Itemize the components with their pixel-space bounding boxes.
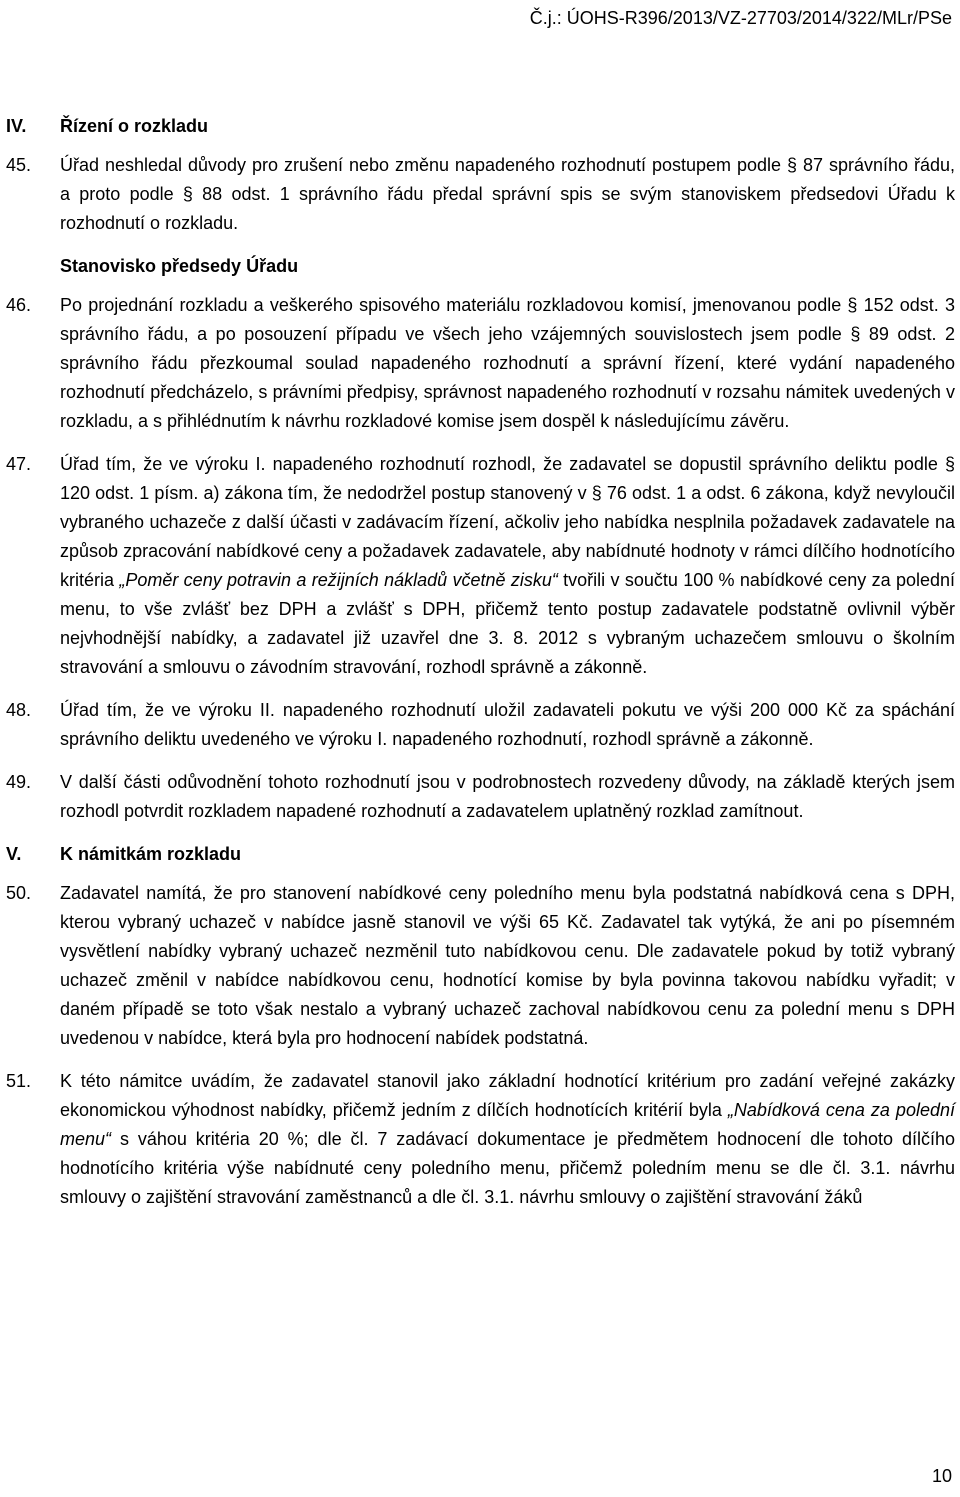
paragraph-text-part: tvořili v součtu 100 % nabídkové ceny za polední menu, to vše zvlášť bez DPH a zvlášť s DPH, přičemž tento postup zadavatele podstatně ovlivnil výběr nejvhodnější nabídky, a zadavatel již uzavřel dne 3. 8. 2012 s vybraným uchazečem smlouvu o školním stravování a smlouvu o závodním stravování, rozhodl správně a zákonně. (60, 570, 956, 677)
paragraph-number: 47. (6, 454, 32, 474)
paragraph-text (60, 1067, 957, 1212)
paragraph-45 (0, 151, 960, 238)
paragraph-text-part: s váhou kritéria 20 %; dle čl. 7 zadávací dokumentace je předmětem hodnocení dle tohoto dílčího hodnotícího kritéria výše nabídnuté ceny poledního menu, přičemž poledním menu se dle čl. 3.1. návrhu smlouvy o zajištění stravování zaměstnanců a dle čl. 3.1. návrhu smlouvy o zajištění stravování žáků (60, 1129, 955, 1207)
paragraph-text (60, 450, 957, 682)
paragraph-text: Po projednání rozkladu a veškerého spisového materiálu rozkladovou komisí, jmenovanou podle § 152 odst. 3 správního řádu, a po posouzení případu ve všech jeho vzájemných souvislostech jsem podle § 89 odst. 2 správního řádu přezkoumal soulad napadeného rozhodnutí a správní řízení, které vydání napadeného rozhodnutí předcházelo, s právními předpisy, správnost napadeného rozhodnutí v rozsahu námitek uvedených v rozkladu, a s přihlédnutím k návrhu rozkladové komise jsem dospěl k následujícímu závěru. (60, 295, 955, 431)
paragraph-number: 46. (6, 295, 32, 315)
paragraph-50 (0, 879, 960, 1053)
section-number: IV. (6, 116, 27, 136)
paragraph-48 (0, 696, 960, 754)
paragraph-number: 45. (6, 155, 32, 175)
paragraph-text: Úřad neshledal důvody pro zrušení nebo změnu napadeného rozhodnutí postupem podle § 87 správního řádu, a proto podle § 88 odst. 1 správního řádu předal správní spis se svým stanoviskem předsedovi Úřadu k rozhodnutí o rozkladu. (60, 155, 955, 233)
paragraph-text: V další části odůvodnění tohoto rozhodnutí jsou v podrobnostech rozvedeny důvody, na základě kterých jsem rozhodl potvrdit rozkladem napadené rozhodnutí a zadavatelem uplatněný rozklad zamítnout. (60, 772, 955, 821)
page-number: 10 (931, 1466, 952, 1486)
paragraph-number: 48. (6, 700, 32, 720)
subheading-chairman-position: Stanovisko předsedy Úřadu (60, 256, 299, 276)
paragraph-text: Úřad tím, že ve výroku II. napadeného rozhodnutí uložil zadavateli pokutu ve výši 200 000 Kč za spáchání správního deliktu uvedeného ve výroku I. napadeného rozhodnutí, rozhodl správně a zákonně. (60, 700, 955, 749)
criterion-name: „Poměr ceny potravin a režijních nákladů včetně zisku“ (119, 570, 558, 590)
paragraph-51 (0, 1067, 960, 1212)
section-heading-v (0, 840, 960, 869)
paragraph-text-part: K této námitce uvádím, že zadavatel stanovil jako základní hodnotící kritérium pro zadání veřejné zakázky ekonomickou výhodnost nabídky, přičemž jedním z dílčích hodnotících kritérií byla (60, 1071, 955, 1120)
paragraph-text: Zadavatel namítá, že pro stanovení nabídkové ceny poledního menu byla podstatná nabídková cena s DPH, kterou vybraný uchazeč v nabídce jasně stanovil ve výši 65 Kč. Zadavatel tak vytýká, že ani po písemném vysvětlení nabídky vybraný uchazeč nezměnil tuto nabídkovou cenu. Dle zadavatele pokud by totiž vybraný uchazeč změnil v nabídce nabídkovou cenu, hodnotící komise by byla povinna takovou nabídku vyřadit; v daném případě se toto však nestalo a vybraný uchazeč zachoval nabídkovou cenu za polední menu s DPH uvedenou v nabídce, která byla pro hodnocení nabídek podstatná. (60, 883, 955, 1048)
section-heading-iv (0, 112, 960, 141)
paragraph-number: 50. (6, 883, 32, 903)
paragraph-text-part: Úřad tím, že ve výroku I. napadeného rozhodnutí rozhodl, že zadavatel se dopustil správního deliktu podle § 120 odst. 1 písm. a) zákona tím, že nedodržel postup stanovený v § 76 odst. 1 a odst. 6 zákona, když nevyloučil vybraného uchazeče z další účasti v zadávacím řízení, ačkoliv jeho nabídka nesplnila požadavek zadavatele na způsob zpracování nabídkové ceny a požadavek zadavatele, aby nabídnuté hodnoty v rámci dílčího hodnotícího kritéria (60, 454, 955, 590)
paragraph-46 (0, 291, 960, 436)
section-title: Řízení o rozkladu (60, 116, 209, 136)
document-body (0, 112, 960, 1226)
paragraph-number: 51. (6, 1071, 32, 1091)
paragraph-number: 49. (6, 772, 32, 792)
paragraph-49 (0, 768, 960, 826)
section-number: V. (6, 844, 22, 864)
criterion-name: „Nabídková cena za polední menu“ (60, 1100, 955, 1149)
paragraph-47 (0, 450, 960, 682)
section-title: K námitkám rozkladu (60, 844, 242, 864)
case-reference: Č.j.: ÚOHS-R396/2013/VZ-27703/2014/322/MLr/PSe (529, 8, 952, 28)
